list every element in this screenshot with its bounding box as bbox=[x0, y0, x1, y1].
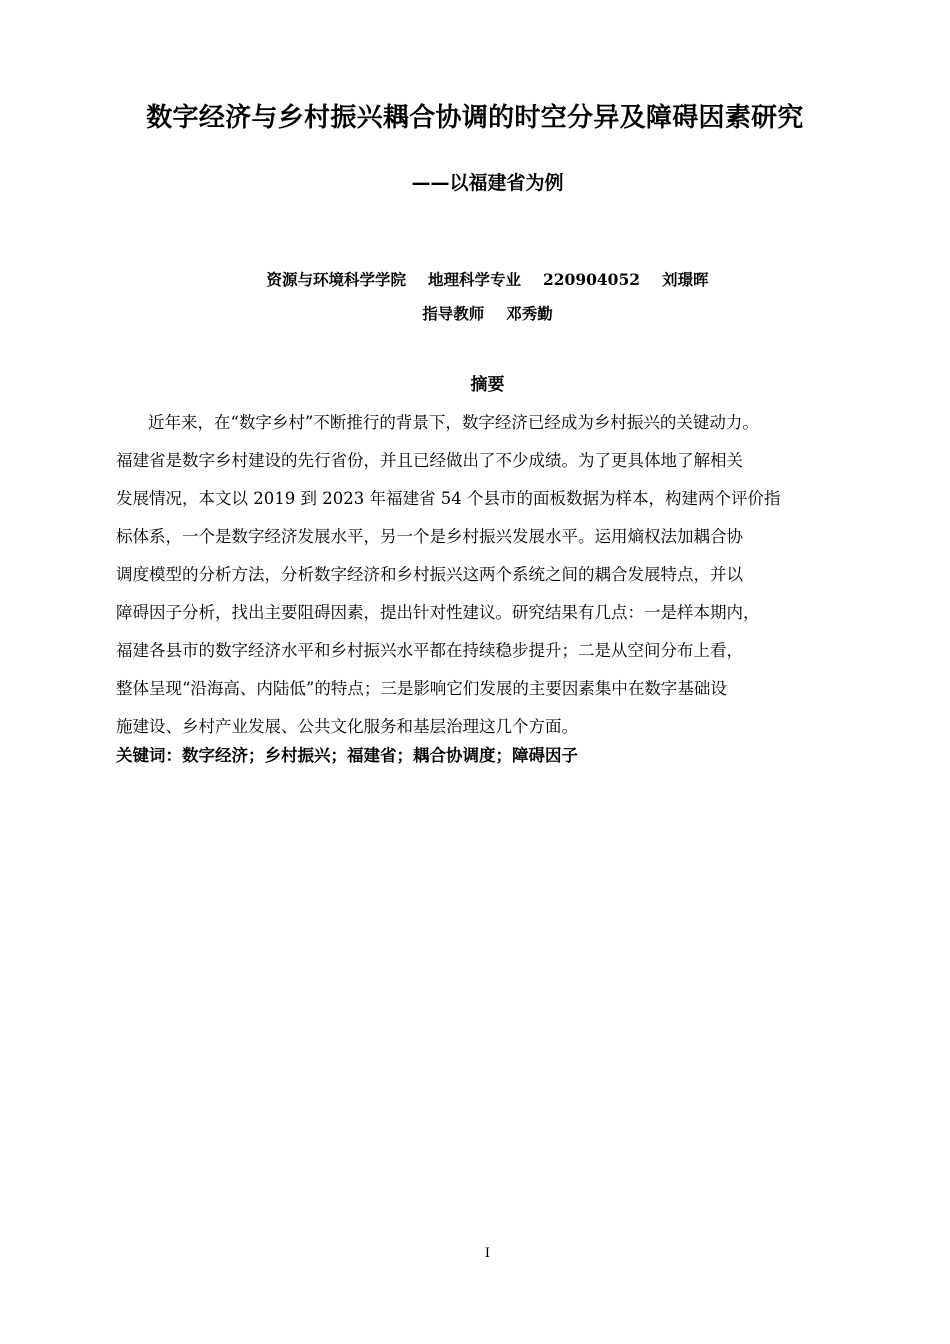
abstract-line: 标体系，一个是数字经济发展水平，另一个是乡村振兴发展水平。运用熵权法加耦合协 bbox=[116, 527, 743, 546]
author-info-line bbox=[0, 267, 950, 293]
thesis-subtitle: ——以福建省为例 bbox=[411, 172, 564, 194]
advisor-info-line bbox=[0, 301, 950, 327]
abstract-line: 调度模型的分析方法，分析数字经济和乡村振兴这两个系统之间的耦合发展特点，并以 bbox=[116, 565, 743, 584]
college-name: 资源与环境科学学院 bbox=[266, 270, 406, 289]
abstract-line: 福建各县市的数字经济水平和乡村振兴水平都在持续稳步提升；二是从空间分布上看， bbox=[116, 641, 743, 660]
abstract-line: 障碍因子分析，找出主要阻碍因素，提出针对性建议。研究结果有几点：一是样本期内， bbox=[116, 603, 760, 622]
advisor-label: 指导教师 bbox=[422, 304, 485, 323]
thesis-title: 数字经济与乡村振兴耦合协调的时空分异及障碍因素研究 bbox=[146, 103, 804, 133]
abstract-body bbox=[116, 404, 876, 746]
abstract-heading: 摘要 bbox=[470, 375, 505, 395]
abstract-line: 整体呈现“沿海高、内陆低”的特点；三是影响它们发展的主要因素集中在数字基础设 bbox=[116, 679, 727, 698]
keywords-line: 关键词：数字经济；乡村振兴；福建省；耦合协调度；障碍因子 bbox=[116, 746, 578, 765]
abstract-line: 福建省是数字乡村建设的先行省份，并且已经做出了不少成绩。为了更具体地了解相关 bbox=[116, 451, 743, 470]
major-name: 地理科学专业 bbox=[427, 270, 521, 289]
author-name: 刘璟晖 bbox=[662, 270, 709, 289]
page-number: I bbox=[484, 1246, 491, 1261]
advisor-name: 邓秀勤 bbox=[506, 304, 553, 323]
abstract-line: 近年来，在“数字乡村”不断推行的背景下，数字经济已经成为乡村振兴的关键动力。 bbox=[148, 413, 759, 432]
student-id: 220904052 bbox=[542, 270, 641, 289]
abstract-line: 施建设、乡村产业发展、公共文化服务和基层治理这几个方面。 bbox=[116, 717, 578, 736]
abstract-line: 发展情况，本文以 2019 到 2023 年福建省 54 个县市的面板数据为样本，构建两个评价指 bbox=[116, 489, 781, 508]
